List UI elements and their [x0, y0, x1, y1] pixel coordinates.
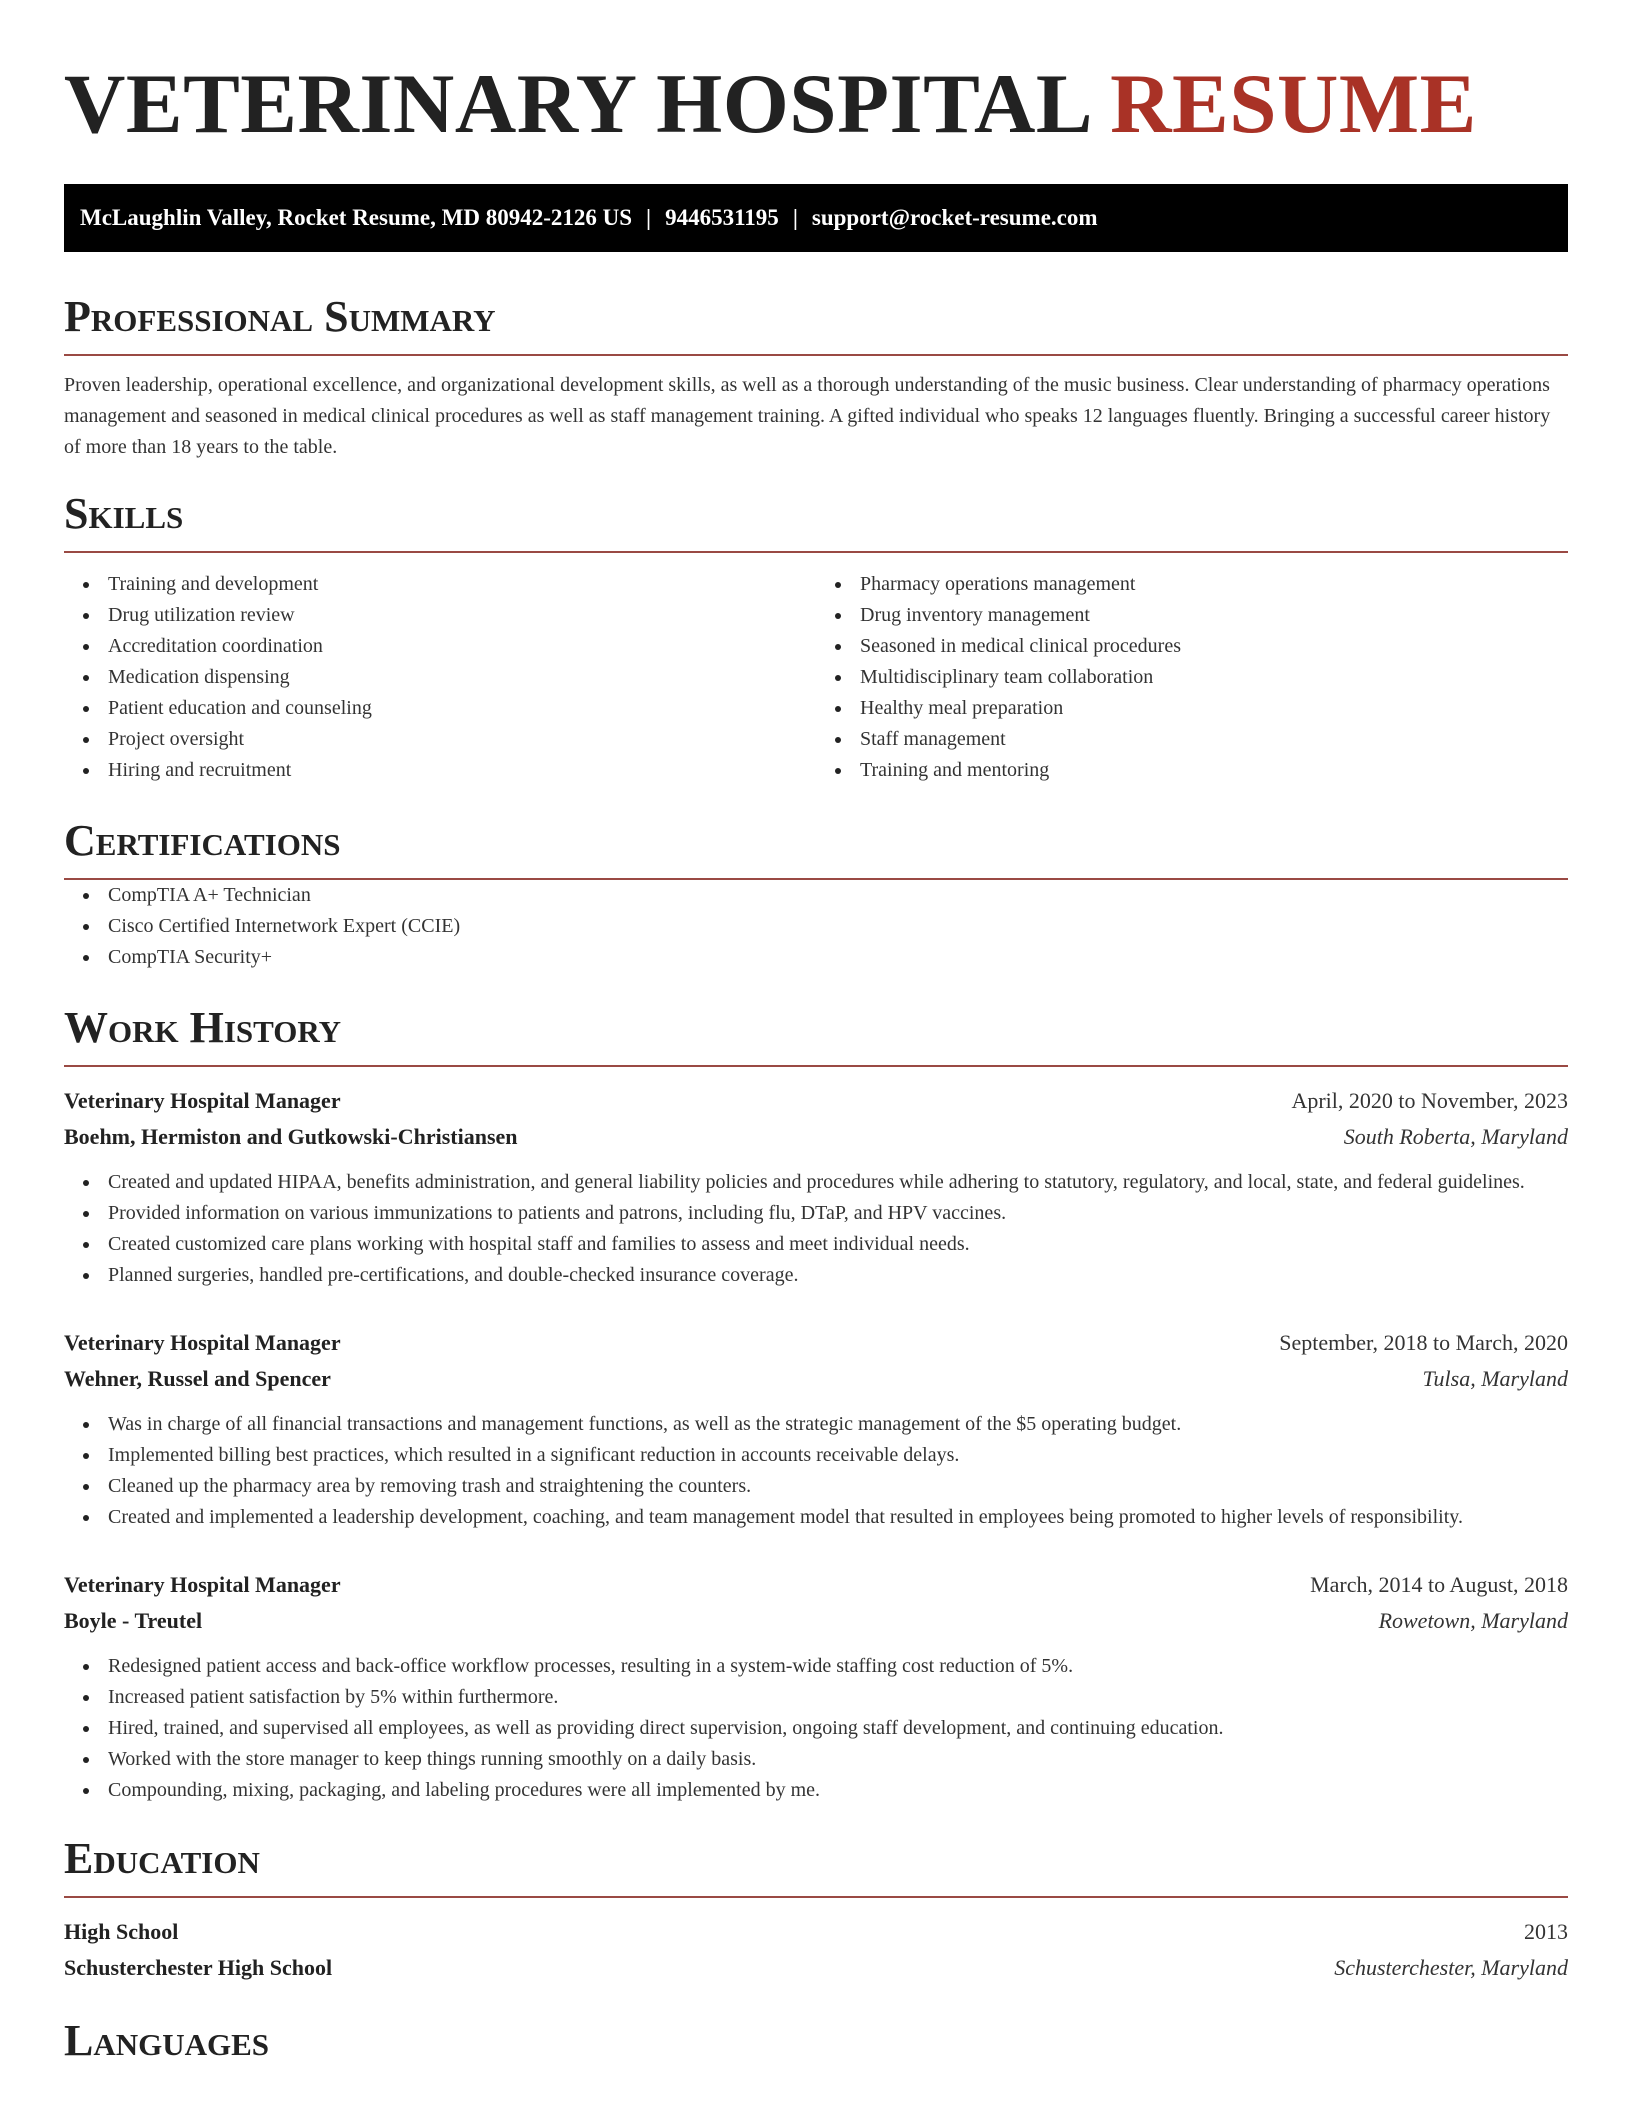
- job-location: Tulsa, Maryland: [1422, 1366, 1568, 1391]
- job-entry: [64, 1325, 1568, 1533]
- job-company: Wehner, Russel and Spencer: [64, 1366, 331, 1391]
- job-duty: Implemented billing best practices, which resulted in a significant reduction in accounts receivable delays.: [64, 1440, 1568, 1471]
- job-header-row: [64, 1083, 1568, 1119]
- resume-title: [64, 0, 1568, 150]
- job-company-row: [64, 1603, 1568, 1639]
- job-dates: April, 2020 to November, 2023: [1291, 1088, 1568, 1113]
- job-position: Veterinary Hospital Manager: [64, 1330, 341, 1355]
- job-company: Boyle - Treutel: [64, 1608, 203, 1633]
- contact-separator: |: [646, 205, 652, 230]
- job-entry: [64, 1083, 1568, 1291]
- job-duties-list: [64, 1409, 1568, 1533]
- education-degree: High School: [64, 1919, 179, 1944]
- skills-left-list: [64, 569, 816, 786]
- job-duty: Increased patient satisfaction by 5% within furthermore.: [64, 1682, 1568, 1713]
- skill-item: Medication dispensing: [64, 662, 816, 693]
- job-entry: [64, 1567, 1568, 1806]
- job-duty: Created customized care plans working with hospital staff and families to assess and meet individual needs.: [64, 1229, 1568, 1260]
- job-location: Rowetown, Maryland: [1378, 1608, 1568, 1633]
- job-duty: Cleaned up the pharmacy area by removing trash and straightening the counters.: [64, 1471, 1568, 1502]
- contact-bar: [64, 184, 1568, 252]
- skills-heading: Skills: [64, 489, 1568, 553]
- education-heading: Education: [64, 1834, 1568, 1898]
- job-company-row: [64, 1119, 1568, 1155]
- job-duty: Redesigned patient access and back-office workflow processes, resulting in a system-wide staffing cost reduction of 5%.: [64, 1651, 1568, 1682]
- job-header-row: [64, 1567, 1568, 1603]
- skills-columns: [64, 569, 1568, 786]
- job-position: Veterinary Hospital Manager: [64, 1088, 341, 1113]
- skill-item: Multidisciplinary team collaboration: [816, 662, 1568, 693]
- skill-item: Patient education and counseling: [64, 693, 816, 724]
- job-duty: Provided information on various immunizations to patients and patrons, including flu, DTaP, and HPV vaccines.: [64, 1198, 1568, 1229]
- title-main: VETERINARY HOSPITAL: [64, 57, 1089, 151]
- skill-item: Pharmacy operations management: [816, 569, 1568, 600]
- skill-item: Accreditation coordination: [64, 631, 816, 662]
- certification-item: CompTIA A+ Technician: [64, 880, 1568, 911]
- contact-email: support@rocket-resume.com: [811, 205, 1098, 230]
- job-location: South Roberta, Maryland: [1343, 1124, 1568, 1149]
- education-school-row: [64, 1950, 1568, 1986]
- skill-item: Training and mentoring: [816, 755, 1568, 786]
- job-duty: Was in charge of all financial transactions and management functions, as well as the strategic management of the $5 operating budget.: [64, 1409, 1568, 1440]
- certifications-list: [64, 880, 1568, 973]
- certifications-heading: Certifications: [64, 816, 1568, 880]
- job-duty: Compounding, mixing, packaging, and labeling procedures were all implemented by me.: [64, 1775, 1568, 1806]
- contact-address: McLaughlin Valley, Rocket Resume, MD 80942-2126 US: [80, 205, 632, 230]
- job-duty: Worked with the store manager to keep things running smoothly on a daily basis.: [64, 1744, 1568, 1775]
- skill-item: Drug utilization review: [64, 600, 816, 631]
- work-history-heading: Work History: [64, 1003, 1568, 1067]
- job-duties-list: [64, 1651, 1568, 1806]
- certification-item: CompTIA Security+: [64, 942, 1568, 973]
- skill-item: Seasoned in medical clinical procedures: [816, 631, 1568, 662]
- job-company-row: [64, 1361, 1568, 1397]
- job-duty: Created and implemented a leadership development, coaching, and team management model that resulted in employees being promoted to higher levels of responsibility.: [64, 1502, 1568, 1533]
- job-duty: Created and updated HIPAA, benefits administration, and general liability policies and procedures while adhering to statutory, regulatory, and local, state, and federal guidelines.: [64, 1167, 1568, 1198]
- contact-separator: |: [792, 205, 798, 230]
- summary-text: Proven leadership, operational excellence, and organizational development skills, as well as a thorough understanding of the music business. Clear understanding of pharmacy operations management and seasoned in medical clinical procedures as well as staff management training. A gifted individual who speaks 12 languages fluently. Bringing a successful career history of more than 18 years to the table.: [64, 374, 1551, 458]
- job-dates: March, 2014 to August, 2018: [1310, 1572, 1568, 1597]
- summary-heading: Professional Summary: [64, 292, 1568, 356]
- languages-heading: Languages: [64, 2016, 270, 2065]
- job-position: Veterinary Hospital Manager: [64, 1572, 341, 1597]
- job-duties-list: [64, 1167, 1568, 1291]
- job-header-row: [64, 1325, 1568, 1361]
- education-degree-row: [64, 1914, 1568, 1950]
- certification-item: Cisco Certified Internetwork Expert (CCIE): [64, 911, 1568, 942]
- job-company: Boehm, Hermiston and Gutkowski-Christiansen: [64, 1124, 518, 1149]
- skill-item: Staff management: [816, 724, 1568, 755]
- skills-right-list: [816, 569, 1568, 786]
- skill-item: Project oversight: [64, 724, 816, 755]
- education-entry: [64, 1914, 1568, 1986]
- education-year: 2013: [1524, 1919, 1568, 1944]
- skill-item: Drug inventory management: [816, 600, 1568, 631]
- education-school: Schusterchester High School: [64, 1955, 333, 1980]
- education-location: Schusterchester, Maryland: [1334, 1955, 1568, 1980]
- job-duty: Hired, trained, and supervised all employees, as well as providing direct supervision, ongoing staff development, and continuing education.: [64, 1713, 1568, 1744]
- job-dates: September, 2018 to March, 2020: [1279, 1330, 1568, 1355]
- skill-item: Hiring and recruitment: [64, 755, 816, 786]
- contact-phone: 9446531195: [665, 205, 779, 230]
- title-accent: RESUME: [1110, 57, 1477, 151]
- skill-item: Training and development: [64, 569, 816, 600]
- skill-item: Healthy meal preparation: [816, 693, 1568, 724]
- job-duty: Planned surgeries, handled pre-certifications, and double-checked insurance coverage.: [64, 1260, 1568, 1291]
